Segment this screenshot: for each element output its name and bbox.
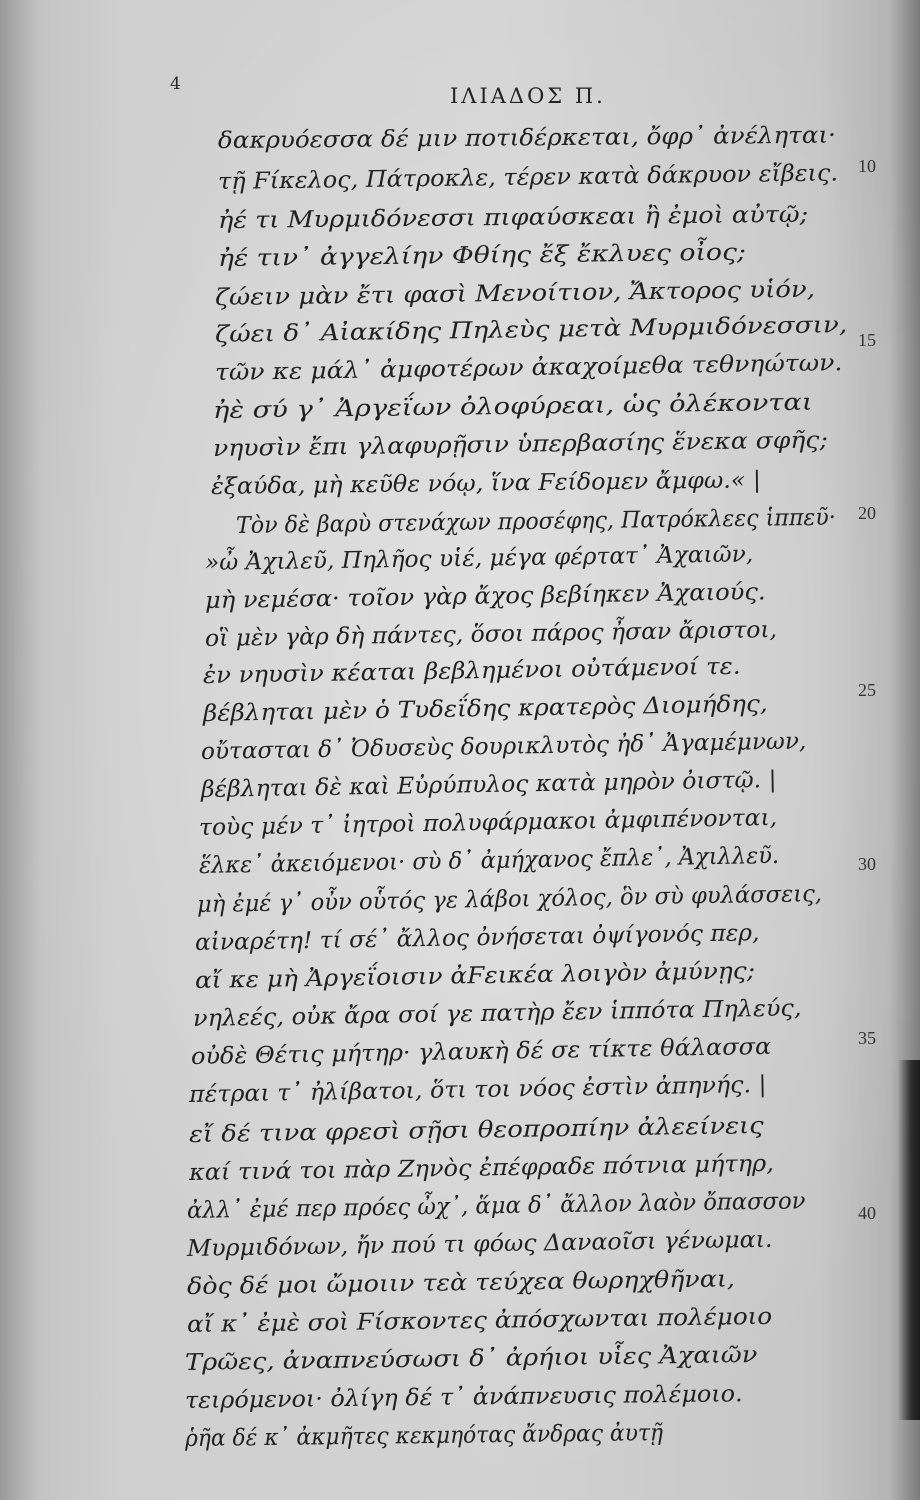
verse-line: τοὺς μέν τ᾽ ἰητροὶ πολυφάρμακοι ἀμφιπένονται, xyxy=(198,804,778,841)
verse-line: μὴ ἐμέ γ᾽ οὖν οὗτός γε λάβοι χόλος, ὃν σὺ φυλάσσεις, xyxy=(196,881,823,918)
verse-line: τειρόμενοι· ὀλίγη δέ τ᾽ ἀνάπνευσις πολέμοιο. xyxy=(184,1381,743,1414)
verse-line: ζώειν μὰν ἔτι φασὶ Μενοίτιον, Ἄκτορος υἱόν, xyxy=(214,276,816,311)
verse-line: δὸς δέ μοι ὤμοιιν τεὰ τεύχεα θωρηχθῆναι, xyxy=(186,1266,736,1300)
line-number: 20 xyxy=(858,503,876,523)
verse-line: ἠὲ σύ γ᾽ Ἀργεΐων ὀλοφύρεαι, ὡς ὀλέκονται xyxy=(212,389,813,424)
verse-line: Τὸν δὲ βαρὺ στενάχων προσέφης, Πατρόκλεες ἱππεῦ· xyxy=(235,504,836,539)
verse-line: ἕλκε᾽ ἀκειόμενοι· σὺ δ᾽ ἀμήχανος ἔπλε᾽, Ἀχιλλεῦ. xyxy=(198,842,780,879)
verse-line: ἀλλ᾽ ἐμέ περ πρόες ὦχ᾽, ἅμα δ᾽ ἄλλον λαὸν ὄπασσον xyxy=(186,1188,806,1224)
line-number: 15 xyxy=(858,330,876,350)
running-head: ΙΛΙΑΔΟΣ Π. xyxy=(450,84,606,108)
verse-line: αἴ κ᾽ ἐμὲ σοὶ Ϝίσκοντες ἀπόσχωνται πολέμοιο xyxy=(186,1303,773,1338)
verse-line: νηυσὶν ἔπι γλαφυρῇσιν ὑπερβασίης ἕνεκα σφῆς; xyxy=(212,427,828,462)
verse-line: νηλεές, οὐκ ἄρα σοί γε πατὴρ ἔεν ἱππότα Πηλεύς, xyxy=(192,995,802,1032)
verse-line: ἠέ τι Μυρμιδόνεσσι πιφαύσκεαι ἢ ἐμοὶ αὐτῷ; xyxy=(217,201,809,234)
verse-line: »ὦ Ἀχιλεῦ, Πηλῆος υἱέ, μέγα φέρτατ᾽ Ἀχαιῶν, xyxy=(204,541,754,576)
verse-line: ῥῆα δέ κ᾽ ἀκμῆτες κεκμηότας ἄνδρας ἀυτῇ xyxy=(184,1420,664,1452)
verse-line: ἐν νηυσὶν κέαται βεβλημένοι οὐτάμενοί τε. xyxy=(202,653,741,689)
line-number: 10 xyxy=(858,156,876,176)
verse-line: αἴ κε μὴ Ἀργεΐοισιν ἀϜεικέα λοιγὸν ἀμύνῃς; xyxy=(194,958,756,994)
verse-line: πέτραι τ᾽ ἠλίβατοι, ὅτι τοι νόος ἐστὶν ἀπηνής. | xyxy=(188,1071,767,1108)
verse-line: δακρυόεσσα δέ μιν ποτιδέρκεται, ὄφρ᾽ ἀνέληται· xyxy=(217,122,836,154)
verse-line: ζώει δ᾽ Αἰακίδης Πηλεὺς μετὰ Μυρμιδόνεσσιν, xyxy=(214,312,848,348)
verse-line: τῇ Ϝίκελος, Πάτροκλε, τέρεν κατὰ δάκρυον εἴβεις. xyxy=(217,160,839,195)
verse-line: ἠέ τιν᾽ ἀγγελίην Φθίης ἔξ ἔκλυες οἶος; xyxy=(217,239,747,272)
page-number: 4 xyxy=(170,74,181,94)
page-edge-stain xyxy=(898,1060,920,1420)
verse-line: βέβληται δὲ καὶ Εὐρύπυλος κατὰ μηρὸν ὀιστῷ. | xyxy=(200,766,777,803)
line-number: 35 xyxy=(858,1028,876,1048)
line-number: 25 xyxy=(858,680,876,700)
verse-line: τῶν κε μάλ᾽ ἀμφοτέρων ἀκαχοίμεθα τεθνηώτων. xyxy=(214,350,843,386)
verse-line: οὐδὲ Θέτις μήτηρ· γλαυκὴ δέ σε τίκτε θάλασσα xyxy=(190,1033,772,1070)
verse-line: ἐξαύδα, μὴ κεῦθε νόῳ, ἵνα Ϝείδομεν ἄμφω.« | xyxy=(210,467,762,500)
verse-line: αἰναρέτη! τί σέ᾽ ἄλλος ὀνήσεται ὀψίγονός περ, xyxy=(194,920,760,956)
verse-line: οὔτασται δ᾽ Ὀδυσεὺς δουρικλυτὸς ἠδ᾽ Ἀγαμέμνων, xyxy=(200,728,807,765)
verse-line: βέβληται μὲν ὁ Τυδεΐδης κρατερὸς Διομήδης, xyxy=(202,691,768,727)
line-number: 30 xyxy=(858,854,876,874)
verse-line: μὴ νεμέσα· τοῖον γὰρ ἄχος βεβίηκεν Ἀχαιούς. xyxy=(204,579,766,614)
verse-line: καί τινά τοι πὰρ Ζηνὸς ἐπέφραδε πότνια μήτηρ, xyxy=(188,1150,775,1186)
verse-line: οἳ μὲν γὰρ δὴ πάντες, ὅσοι πάρος ἦσαν ἄριστοι, xyxy=(204,617,778,652)
verse-line: Μυρμιδόνων, ἤν πού τι φόως Δαναοῖσι γένωμαι. xyxy=(186,1226,773,1262)
verse-line: εἴ δέ τινα φρεσὶ σῇσι θεοπροπίην ἀλεείνεις xyxy=(188,1112,764,1148)
line-number: 40 xyxy=(858,1203,876,1223)
verse-line: Τρῶες, ἀναπνεύσωσι δ᾽ ἀρήιοι υἷες Ἀχαιῶν xyxy=(184,1342,758,1376)
